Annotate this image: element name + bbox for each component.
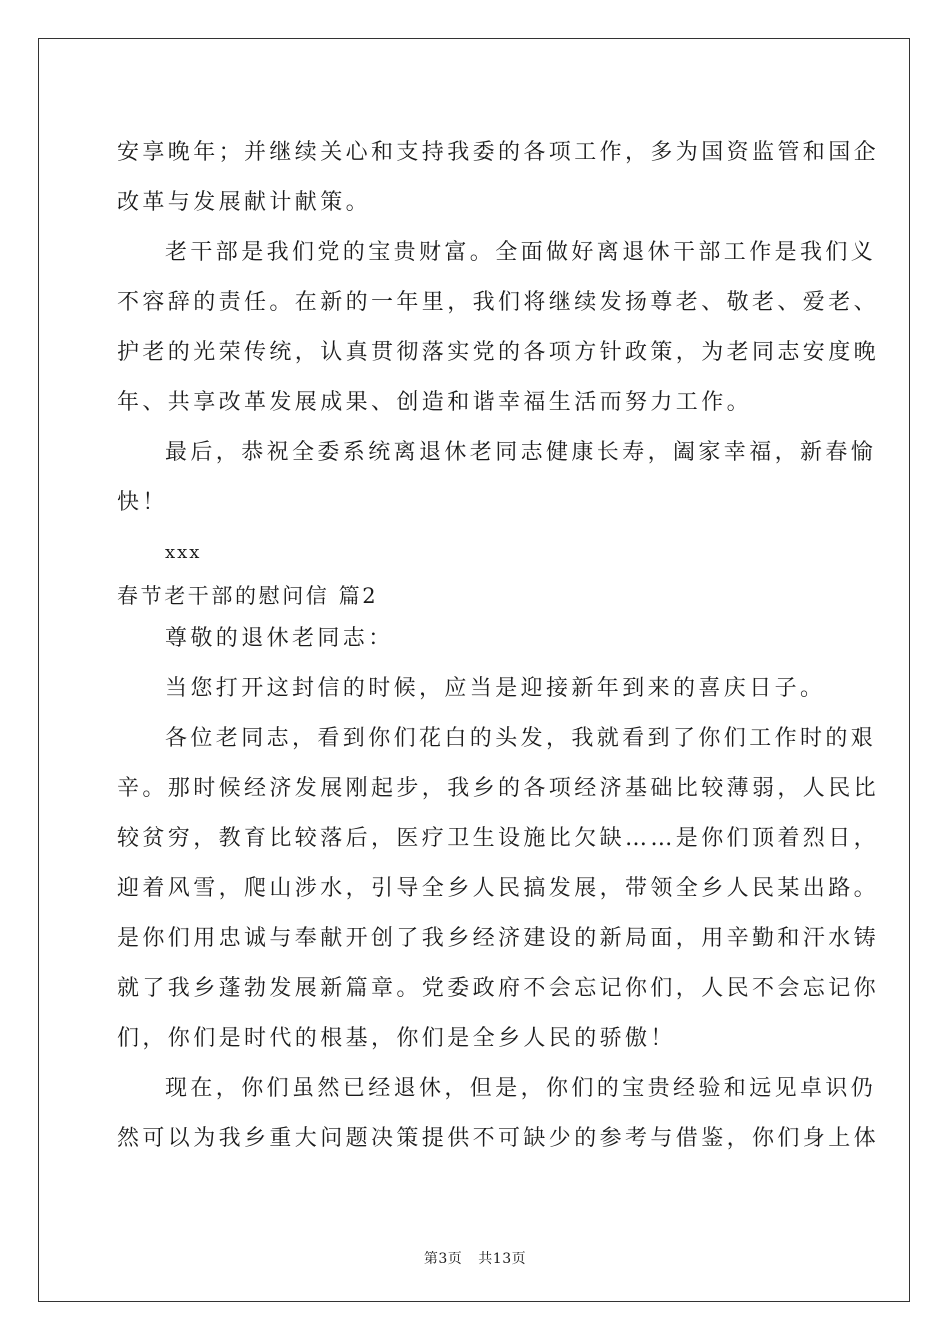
page-total: 共13页	[478, 1251, 527, 1267]
salutation: 尊敬的退休老同志：	[165, 626, 394, 651]
paragraph-line: 护老的光荣传统，认真贯彻落实党的各项方针政策，为老同志安度晚	[117, 340, 880, 365]
paragraph-line: 是你们用忠诚与奉献开创了我乡经济建设的新局面，用辛勤和汗水铸	[117, 926, 880, 951]
paragraph-line: 然可以为我乡重大问题决策提供不可缺少的参考与借鉴，你们身上体	[117, 1126, 880, 1151]
paragraph-line: 现在，你们虽然已经退休，但是，你们的宝贵经验和远见卓识仍	[165, 1076, 877, 1101]
paragraph-line: 年、共享改革发展成果、创造和谐幸福生活而努力工作。	[117, 390, 753, 415]
paragraph-line: 就了我乡蓬勃发展新篇章。党委政府不会忘记你们，人民不会忘记你	[117, 976, 880, 1001]
paragraph-line: 不容辞的责任。在新的一年里，我们将继续发扬尊老、敬老、爱老、	[117, 290, 880, 315]
paragraph-line: 较贫穷，教育比较落后，医疗卫生设施比欠缺……是你们顶着烈日，	[117, 826, 880, 851]
paragraph-line: 安享晚年；并继续关心和支持我委的各项工作，多为国资监管和国企	[117, 140, 880, 165]
paragraph-line: 快！	[117, 490, 168, 515]
paragraph-line: 当您打开这封信的时候，应当是迎接新年到来的喜庆日子。	[165, 676, 826, 701]
paragraph-line: 迎着风雪，爬山涉水，引导全乡人民搞发展，带领全乡人民某出路。	[117, 876, 880, 901]
section-heading: 春节老干部的慰问信 篇2	[117, 584, 379, 608]
paragraph-line: 辛。那时候经济发展刚起步，我乡的各项经济基础比较薄弱，人民比	[117, 776, 880, 801]
document-body	[117, 128, 880, 1164]
paragraph-line: 最后，恭祝全委系统离退休老同志健康长寿，阖家幸福，新春愉	[165, 440, 877, 465]
paragraph-line: 老干部是我们党的宝贵财富。全面做好离退休干部工作是我们义	[165, 240, 877, 265]
paragraph-line: 们，你们是时代的根基，你们是全乡人民的骄傲！	[117, 1026, 676, 1051]
paragraph-line: 各位老同志，看到你们花白的头发，我就看到了你们工作时的艰	[165, 726, 877, 751]
signature: xxx	[165, 542, 202, 563]
paragraph-line: 改革与发展献计献策。	[117, 190, 372, 215]
page-footer	[0, 1248, 950, 1268]
page-number: 第3页	[423, 1251, 463, 1267]
